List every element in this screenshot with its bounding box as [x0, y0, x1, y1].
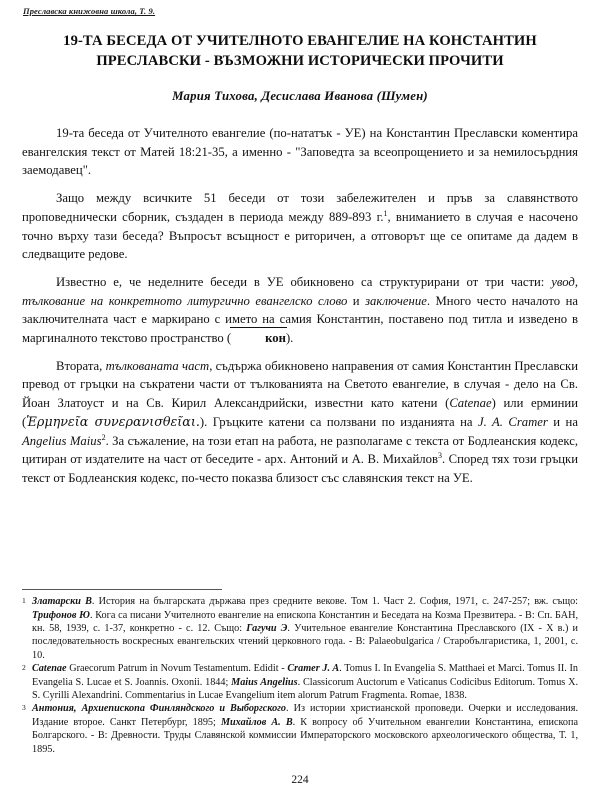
footnote-3-author-1: Антония, Архиепископа Финляндского и Выборгского — [32, 703, 287, 715]
paragraph-4 — [22, 357, 578, 488]
titlo-abbreviation: кон — [231, 329, 286, 348]
paragraph-4-italic-catenae: Catenae — [449, 396, 492, 411]
footnote-2-number: 2 — [22, 663, 26, 673]
footnote-1-number: 1 — [22, 596, 26, 606]
running-header: Преславска книжовна школа, Т. 9. — [23, 6, 156, 16]
footnote-2-author-1: Cramer J. A — [287, 663, 340, 675]
footnote-separator-rule — [22, 589, 222, 590]
footnote-2-text-1: Graecorum Patrum in Novum Testamentum. Edidit - — [66, 663, 288, 675]
footnote-2-title-1: Catenae — [32, 663, 67, 675]
paragraph-3-text-b: и — [347, 293, 366, 308]
paragraph-2 — [22, 189, 578, 264]
footnote-1 — [22, 595, 578, 662]
authors-line: Мария Тихова, Десислава Иванова (Шумен) — [172, 89, 428, 103]
paragraph-4-text-b: , съдържа обикновено направения от самия Константин Преславски превод от гръцки на съкратени части от тълкованията на Светото евангелие, в случая - дело на Св. Йоан Златоуст и на Св. Кирил Александрийски, известни като катени ( — [22, 358, 578, 411]
footnote-2 — [22, 662, 578, 702]
footnote-1-author-2: Трифонов Ю — [32, 609, 90, 621]
footnote-marker-3[interactable]: 3 — [437, 451, 442, 461]
footnote-1-text-1: . История на българската държава през средните векове. Том 1. Част 2. София, 1971, с. 247-257; вж. също: — [91, 596, 578, 608]
paragraph-3-text-a: Известно е, че неделните беседи в УЕ обикновено са структурирани от три части: — [56, 274, 552, 289]
body-text — [22, 124, 578, 488]
paragraph-3-text-d: ). — [285, 331, 294, 346]
footnote-3-text-2: . К вопросу об Учительном евангелии Константина, епископа Болгарского. - В: Древности. Труды Славянской коммиссии Императорского московского археологического общества, Т. 1, 1895. — [32, 716, 578, 755]
paragraph-3-italic-1: увод, тълкование на конкретното литургично евангелско слово — [22, 274, 578, 308]
footnotes-section — [22, 589, 578, 756]
paragraph-4-italic-maius: Angelius Maius — [22, 433, 102, 448]
paragraph-4-text-a: Втората, — [56, 358, 106, 373]
footnote-3-author-2: Михайлов А. В — [220, 716, 293, 728]
page-title: 19-ТА БЕСЕДА ОТ УЧИТЕЛНОТО ЕВАНГЕЛИЕ НА КОНСТАНТИН ПРЕСЛАВСКИ - ВЪЗМОЖНИ ИСТОРИЧЕСКИ ПРОЧИТИ — [63, 33, 537, 69]
footnote-1-author-1: Златарски В — [32, 596, 92, 608]
paragraph-4-italic-cramer: J. A. Cramer — [477, 414, 548, 429]
page-number: 224 — [291, 774, 309, 786]
paragraph-1 — [22, 124, 578, 180]
greek-term: Ἑρμηνεῖα συνερανισθεῖαι. — [26, 413, 200, 429]
paragraph-2-text-a: Защо между всичките 51 беседи от този забележителен и пръв за славянството проповеднически сборник, създаден в периода между 889-893 г. — [22, 191, 578, 224]
paragraph-1-text: 19-та беседа от Учителното евангелие (по-нататък - УЕ) на Константин Преславски коментира евангелския текст от Матей 18:21-35, а именно - "Заповедта за всеопрощението и за немилосърдния заемодавец". — [22, 126, 578, 178]
footnote-3-number: 3 — [22, 703, 26, 713]
paragraph-3-italic-2: заключение — [365, 293, 427, 308]
paragraph-3 — [22, 273, 578, 348]
footnote-1-text-3: . Учительное евангелие Константина Преславского (IX - X в.) и последовательность воскресных евангельских чтений церковного года. - В: Palaeobulgarica / Старобългаристика, 1, 2001, с. 10. — [32, 622, 579, 661]
footnote-2-text-3: . Classicorum Auctorum e Vaticanus Codicibus Editorum. Tomus X. S. Cyrilli Alexandrini. Commentarius in Lucae Evangelium item alorum Patrum Fragmenta. Romae, 1838. — [32, 676, 578, 701]
footnote-3-text-1: . Из истории христианской проповеди. Очерки и исследования. Издание второе. Санкт Петербург, 1895; — [32, 703, 578, 728]
paragraph-4-text-e: и на — [547, 414, 578, 429]
footnote-1-author-3: Гагучи Э — [246, 622, 288, 634]
paragraph-4-text-d: ). Гръцките катени са ползвани по изданията на — [199, 414, 478, 429]
paragraph-3-text-c: . Много често началото на заключителната част е маркирано с името на самия Константин, поставено под титла и изведено в маргиналното текстово пространство ( — [22, 293, 578, 346]
footnote-1-text-2: . Кога са писани Учителното евангелие на епископа Константин и Беседата на Козма Презвитера. - В: Сп. БАН, кн. 58, 1939, с. 1-37, конкретно - с. 12. Също: — [32, 609, 578, 634]
footnote-3 — [22, 702, 578, 756]
footnote-marker-2[interactable]: 2 — [101, 432, 106, 442]
paragraph-4-text-c: ) или ерминии ( — [22, 396, 578, 429]
paragraph-2-text-b: , вниманието в случая е насочено точно върху тази беседа? Въпросът всъщност е риторичен, а отговорът ще се опитаме да дадем в следващите редове. — [22, 209, 578, 262]
paragraph-4-italic-1: тълкованата част — [105, 358, 210, 373]
footnote-marker-1[interactable]: 1 — [383, 208, 388, 218]
paragraph-4-text-g: . Според тях този гръцки текст от Бодлеанския кодекс, по-често показва близост със славянския текст на УЕ. — [22, 452, 579, 485]
footnote-2-author-2: Maius Angelius — [231, 676, 298, 688]
paragraph-4-text-f: . За съжаление, на този етап на работа, не разполагаме с текста от Бодлеанския кодекс, цитиран от издателите на част от беседите - арх. Антоний и А. В. Михайлов — [22, 433, 578, 467]
footnote-2-text-2: . Tomus I. In Evangelia S. Matthaei et Marci. Tomus II. In Evangelia S. Lucae et S. Joannis. Oxonii. 1844; — [32, 663, 578, 688]
